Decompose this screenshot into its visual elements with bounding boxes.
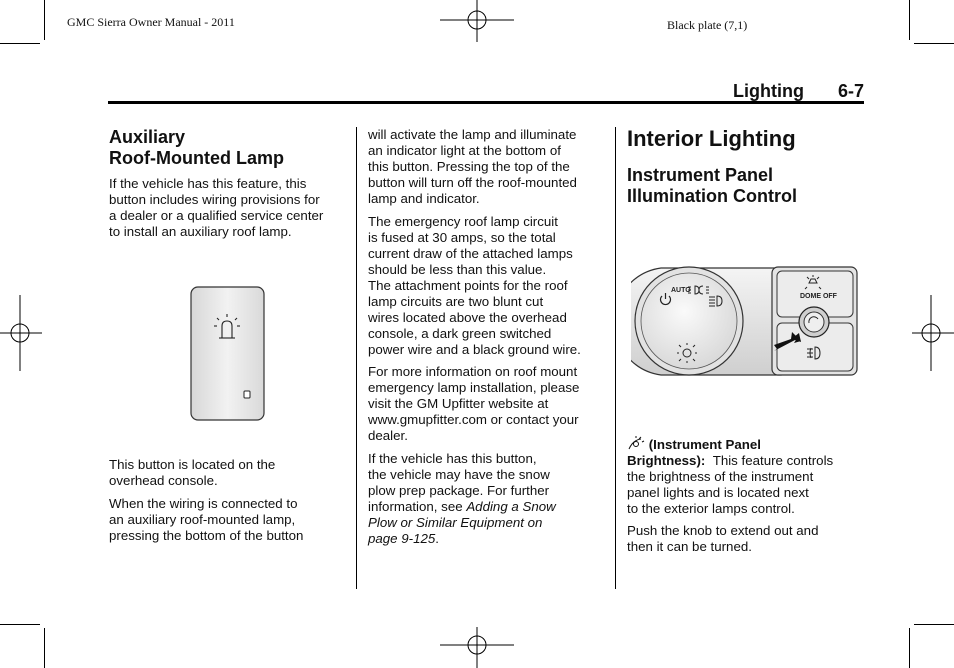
- plate-label-left: GMC Sierra Owner Manual - 2011: [67, 15, 235, 29]
- auto-label: AUTO: [671, 287, 691, 294]
- registration-mark: [440, 627, 516, 668]
- aux-lamp-paragraph-4: will activate the lamp and illuminate an indicator light at the bottom of this button. Pressing the top of the button will turn off the roof-mounted lamp and indicator.: [368, 127, 577, 206]
- emergency-circuit-paragraph: The emergency roof lamp circuit is fused at 30 amps, so the total current draw of the attached lamps should be less than this value. The attachment points for the roof lamp circuits are two blunt cut wires located above the overhead console, a dark green switched power wire and a black ground wire.: [368, 214, 581, 357]
- crop-mark: [914, 43, 954, 44]
- ip-brightness-paragraph: (Instrument Panel Brightness): This feature controls the brightness of the instrument panel lights and is located next to the exterior lamps control.: [627, 437, 834, 516]
- roof-lamp-button-figure: [190, 286, 266, 422]
- registration-mark: [912, 295, 954, 371]
- crop-mark: [909, 0, 910, 40]
- interior-lighting-title: Interior Lighting: [627, 126, 796, 151]
- aux-lamp-heading: Auxiliary Roof-Mounted Lamp: [109, 127, 284, 168]
- push-knob-paragraph: Push the knob to extend out and then it can be turned.: [627, 523, 819, 554]
- registration-mark: [0, 295, 42, 371]
- crop-mark: [909, 628, 910, 668]
- dash-brightness-icon: [627, 436, 645, 450]
- aux-lamp-paragraph-3: When the wiring is connected to an auxiliary roof-mounted lamp, pressing the bottom of the button: [109, 496, 304, 543]
- section-title: Lighting: [733, 81, 804, 101]
- aux-lamp-paragraph-1: If the vehicle has this feature, this button includes wiring provisions for a dealer or a qualified service center to install an auxiliary roof lamp.: [109, 176, 324, 239]
- cross-reference-link[interactable]: page 9-125: [368, 531, 436, 546]
- column-divider: [615, 127, 616, 589]
- aux-lamp-paragraph-2: This button is located on the overhead console.: [109, 457, 276, 488]
- header-rule: [108, 101, 864, 104]
- snow-plow-paragraph: If the vehicle has this button, the vehicle may have the snow plow prep package. For further information, see Adding a Snow Plow or Similar Equipment on page 9-125.: [368, 451, 556, 546]
- registration-mark: [440, 0, 516, 42]
- crop-mark: [914, 624, 954, 625]
- crop-mark: [44, 628, 45, 668]
- crop-mark: [44, 0, 45, 40]
- column-divider: [356, 127, 357, 589]
- indicator-light: [244, 391, 250, 398]
- plate-label-right: Black plate (7,1): [667, 18, 748, 32]
- ip-illumination-heading: Instrument Panel Illumination Control: [627, 165, 797, 206]
- cross-reference-link[interactable]: Plow or Similar Equipment on: [368, 515, 543, 530]
- cross-reference-link[interactable]: Adding a Snow: [466, 499, 556, 514]
- upfitter-paragraph: For more information on roof mount emergency lamp installation, please visit the GM Upfitter website at www.gmupfitter.com or contact your dealer.: [368, 364, 580, 443]
- headlamp-control-figure: [631, 265, 859, 382]
- page-number: 6-7: [838, 81, 865, 101]
- crop-mark: [0, 43, 40, 44]
- crop-mark: [0, 624, 40, 625]
- dome-off-label: DOME OFF: [800, 293, 837, 300]
